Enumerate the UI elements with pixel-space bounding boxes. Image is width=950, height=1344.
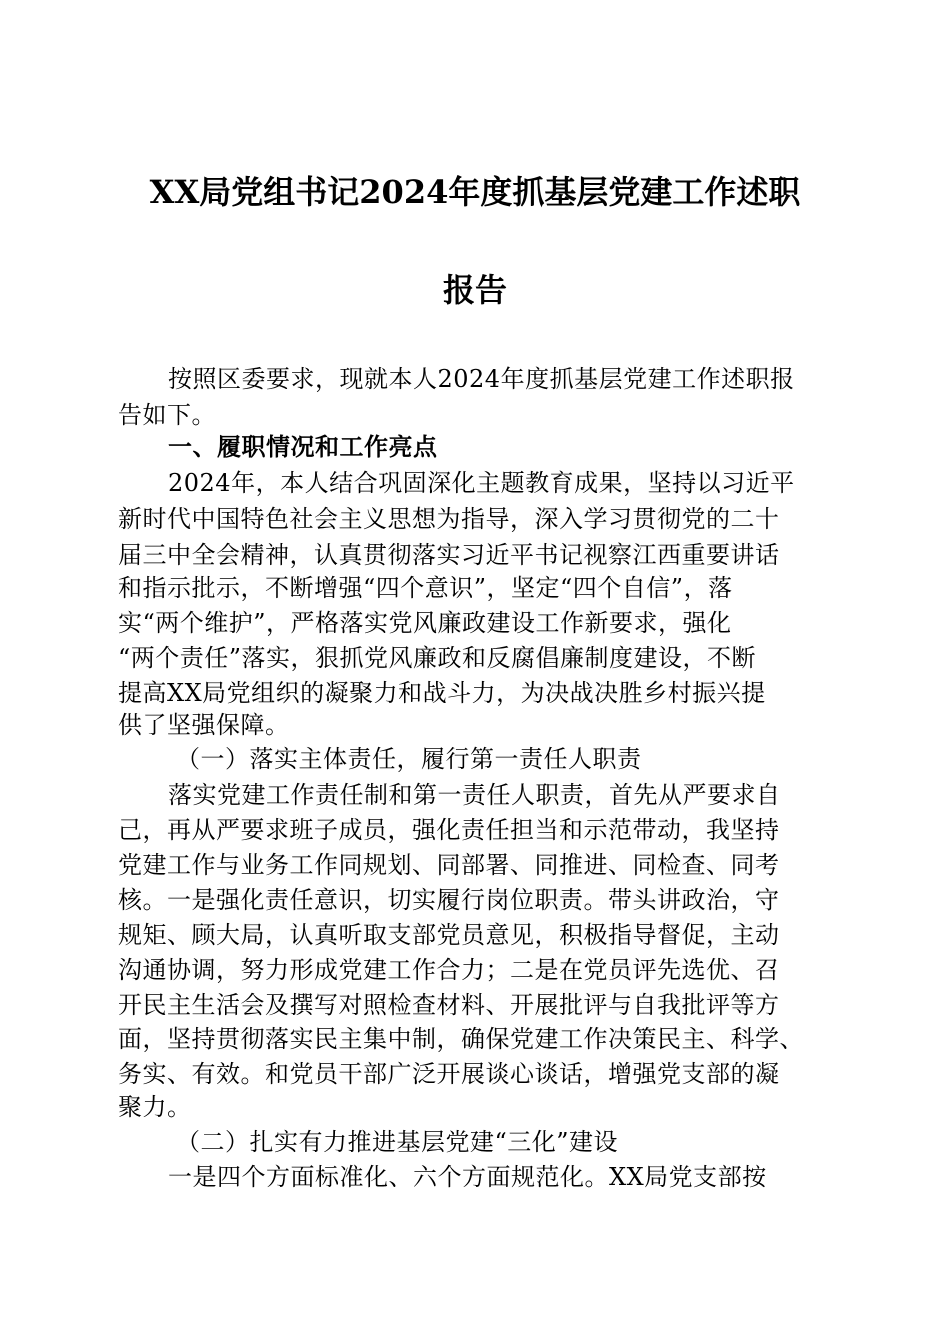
paragraph-line: 开民主生活会及撰写对照检查材料、开展批评与自我批评等方 xyxy=(118,991,780,1019)
subsection-heading: （一）落实主体责任，履行第一责任人职责 xyxy=(176,745,642,773)
paragraph-line: “两个责任”落实，狠抓党风廉政和反腐倡廉制度建设，不断 xyxy=(118,644,757,672)
paragraph-line: 务实、有效。和党员干部广泛开展谈心谈话，增强党支部的凝 xyxy=(118,1060,780,1088)
paragraph-line: 届三中全会精神，认真贯彻落实习近平书记视察江西重要讲话 xyxy=(118,541,780,569)
paragraph-line: 己，再从严要求班子成员，强化责任担当和示范带动，我坚持 xyxy=(118,816,780,844)
paragraph-line: 面，坚持贯彻落实民主集中制，确保党建工作决策民主、科学、 xyxy=(118,1025,804,1053)
paragraph-line: 落实党建工作责任制和第一责任人职责，首先从严要求自 xyxy=(168,781,781,809)
document-title-line-2: 报告 xyxy=(442,271,507,309)
section-heading: 一、履职情况和工作亮点 xyxy=(168,433,438,461)
paragraph-line: 党建工作与业务工作同规划、同部署、同推进、同检查、同考 xyxy=(118,851,780,879)
paragraph-line: 新时代中国特色社会主义思想为指导，深入学习贯彻党的二十 xyxy=(118,505,780,533)
paragraph-line: 提高XX局党组织的凝聚力和战斗力，为决战决胜乡村振兴提 xyxy=(118,679,766,707)
paragraph-line: 规矩、顾大局，认真听取支部党员意见，积极指导督促，主动 xyxy=(118,921,780,949)
paragraph-line: 实“两个维护”，严格落实党风廉政建设工作新要求，强化 xyxy=(118,609,732,637)
paragraph-line: 沟通协调，努力形成党建工作合力；二是在党员评先选优、召 xyxy=(118,956,780,984)
paragraph-line: 按照区委要求，现就本人2024年度抓基层党建工作述职报 xyxy=(168,365,795,393)
paragraph-line: 供了坚强保障。 xyxy=(118,711,290,739)
paragraph-line: 一是四个方面标准化、六个方面规范化。XX局党支部按 xyxy=(168,1163,767,1191)
document-title-line-1: XX局党组书记2024年度抓基层党建工作述职 xyxy=(149,173,801,211)
paragraph-line: 核。一是强化责任意识，切实履行岗位职责。带头讲政治，守 xyxy=(118,886,780,914)
subsection-heading: （二）扎实有力推进基层党建“三化”建设 xyxy=(176,1128,619,1156)
paragraph-line: 和指示批示，不断增强“四个意识”，坚定“四个自信”，落 xyxy=(118,574,733,602)
paragraph-line: 聚力。 xyxy=(118,1093,192,1121)
paragraph-line: 2024年，本人结合巩固深化主题教育成果，坚持以习近平 xyxy=(168,469,795,497)
paragraph-line: 告如下。 xyxy=(118,401,216,429)
